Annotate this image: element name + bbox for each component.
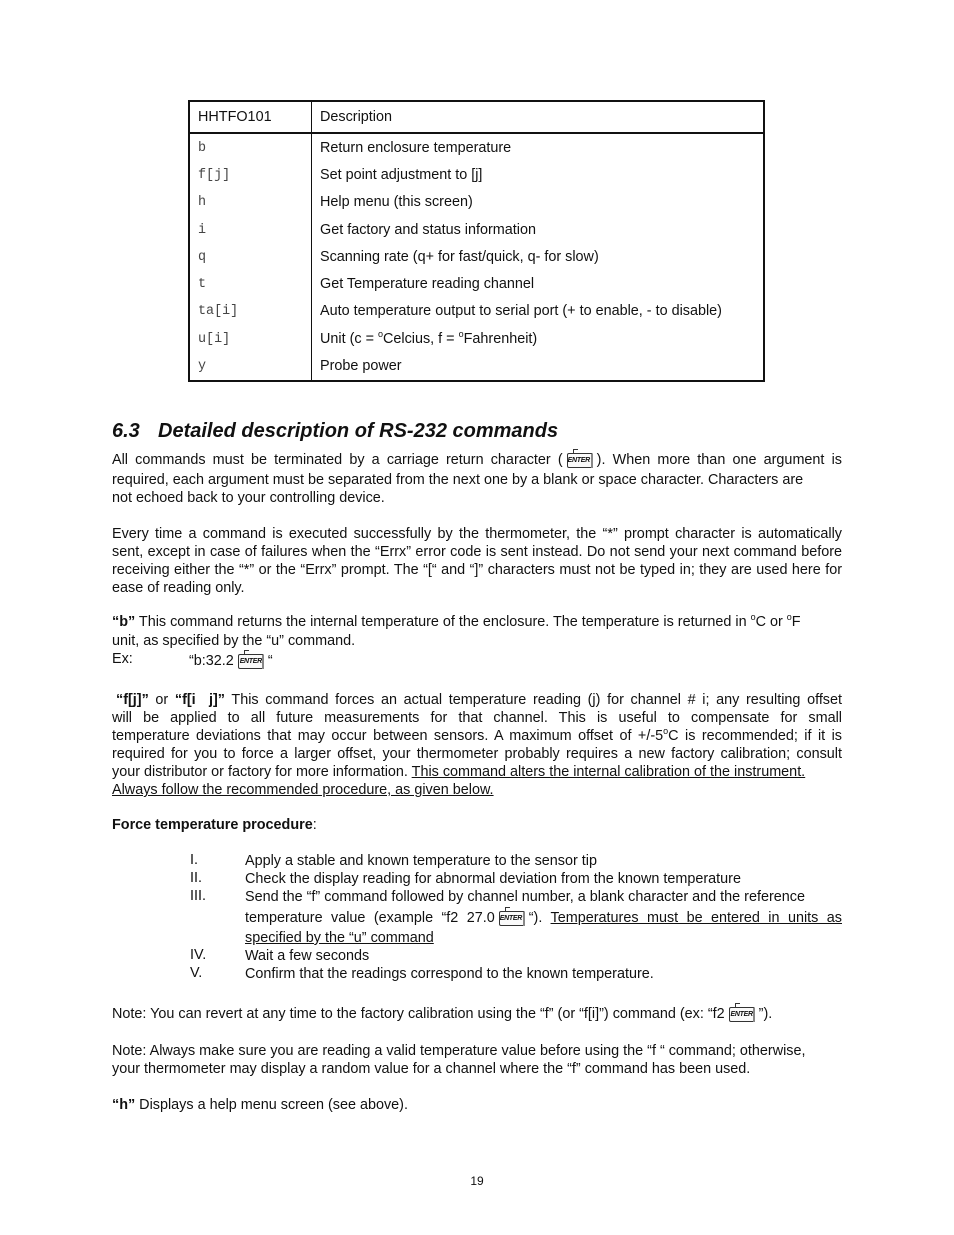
table-header-description: Description (320, 109, 392, 125)
commands-table (188, 100, 765, 382)
b-command-line-1: “b” This command returns the internal temperature of the enclosure. The temperature is returned in $^o$C or $^o$F (112, 612, 801, 630)
intro-line-1: All commands must be terminated by a carriage return character ( ENTER ). When more than one argument is (112, 449, 842, 469)
table-row (190, 135, 763, 162)
table-row (190, 271, 763, 298)
command-code: u[i] (198, 332, 231, 347)
step-text: Wait a few seconds (245, 948, 370, 964)
f-command-line-5: your distributor or factory for more information. This command alters the internal calibration of the instrument. (112, 764, 806, 780)
page-number: 19 (470, 1174, 484, 1188)
step-number: I. (190, 852, 198, 868)
f-command-label: “f[j]” (116, 692, 149, 708)
step-text-continued: specified by the “u” command (245, 930, 434, 946)
h-command: “h” Displays a help menu screen (see above). (112, 1097, 408, 1113)
command-code: f[j] (198, 168, 231, 183)
f-command-line-3: temperature deviations that may occur between sensors. A maximum offset of $+/-5^oC$ is recommended; if it is (112, 726, 842, 744)
step-number: III. (190, 888, 206, 904)
table-row (190, 353, 763, 380)
command-description: Get factory and status information (320, 222, 536, 238)
section-heading (112, 420, 558, 443)
intro-line-2: required, each argument must be separated from the next one by a blank or space character. Characters are (112, 472, 804, 488)
command-description: Get Temperature reading channel (320, 276, 535, 292)
command-code: t (198, 277, 207, 292)
step-number: II. (190, 870, 202, 886)
step-text-continued: temperature value (example “f2 27.0 ENTER “). Temperatures must be entered in units as (245, 907, 842, 927)
section-number: 6.3 (112, 420, 140, 442)
note-valid-line-2: your thermometer may display a random value for a channel where the “f” command has been used. (112, 1061, 751, 1077)
h-command-label: “h” (112, 1097, 136, 1113)
prompt-paragraph: Every time a command is executed successfully by the thermometer, the “*” prompt character is automatically sent, except in case of failures when the “Errx” error code is sent instead. Do not send your next command before receiving either the “*” or the “Errx” prompt. The “[“ and “]” characters must not be typed in; they are used here for ease of reading only. (112, 526, 842, 596)
example-label: Ex: (112, 651, 133, 667)
table-row (190, 217, 763, 244)
step-number: IV. (190, 947, 207, 963)
procedure-title: Force temperature procedure: (112, 817, 317, 833)
b-command-label: “b” (112, 614, 136, 630)
table-row (190, 298, 763, 325)
table-header-command: HHTFO101 (198, 109, 272, 125)
enter-key-icon: ENTER (497, 907, 527, 927)
enter-key-icon: ENTER (727, 1003, 757, 1023)
step-text: Apply a stable and known temperature to the sensor tip (245, 853, 597, 869)
f-command-line-6: Always follow the recommended procedure, as given below. (112, 782, 494, 798)
command-description: Auto temperature output to serial port (+ to enable, - to disable) (320, 303, 722, 319)
command-description: Unit (c = $^o$Celcius, f = $^o$Fahrenheit) (320, 329, 538, 347)
command-description: Set point adjustment to [j] (320, 167, 483, 183)
command-description: Help menu (this screen) (320, 194, 473, 210)
calibration-warning: This command alters the internal calibration of the instrument. (411, 764, 806, 780)
f-command-label-alt: “f[i j]” (174, 692, 226, 708)
command-description: Return enclosure temperature (320, 140, 512, 156)
f-command-line-1: “f[j]” or “f[i j]” This command forces an actual temperature reading (j) for channel # i; any resulting offset (116, 692, 843, 708)
table-row (190, 162, 763, 189)
command-code: y (198, 359, 207, 374)
f-command-line-4: required for you to force a larger offset, your thermometer probably requires a new factory calibration; consult (112, 746, 842, 762)
command-description: Probe power (320, 358, 402, 374)
example-value: “b:32.2 ENTER “ (189, 650, 273, 670)
command-description: Scanning rate (q+ for fast/quick, q- for slow) (320, 249, 599, 265)
b-command-line-2: unit, as specified by the “u” command. (112, 633, 356, 649)
enter-key-icon: ENTER (236, 650, 266, 670)
note-valid-line-1: Note: Always make sure you are reading a valid temperature value before using the “f “ command; otherwise, (112, 1043, 806, 1059)
section-title: Detailed description of RS-232 commands (158, 420, 559, 442)
table-row (190, 189, 763, 216)
step-text: Confirm that the readings correspond to the known temperature. (245, 966, 654, 982)
command-code: i (198, 223, 207, 238)
command-code: b (198, 141, 207, 156)
step-number: V. (190, 965, 203, 981)
enter-key-icon: ENTER (565, 449, 595, 469)
command-code: h (198, 195, 207, 210)
note-revert: Note: You can revert at any time to the factory calibration using the “f” (or “f[i]”) command (ex: “f2 ENTER ”). (112, 1003, 842, 1023)
step-text: Send the “f” command followed by channel number, a blank character and the reference (245, 889, 805, 905)
f-command-line-2: will be applied to all future measurements for that channel. This is useful to compensate for small (112, 710, 842, 726)
step-text: Check the display reading for abnormal deviation from the known temperature (245, 871, 741, 887)
table-row (190, 326, 763, 353)
command-code: ta[i] (198, 304, 239, 319)
table-header-divider (190, 132, 763, 134)
intro-line-3: not echoed back to your controlling device. (112, 490, 385, 506)
table-row (190, 244, 763, 271)
command-code: q (198, 250, 207, 265)
